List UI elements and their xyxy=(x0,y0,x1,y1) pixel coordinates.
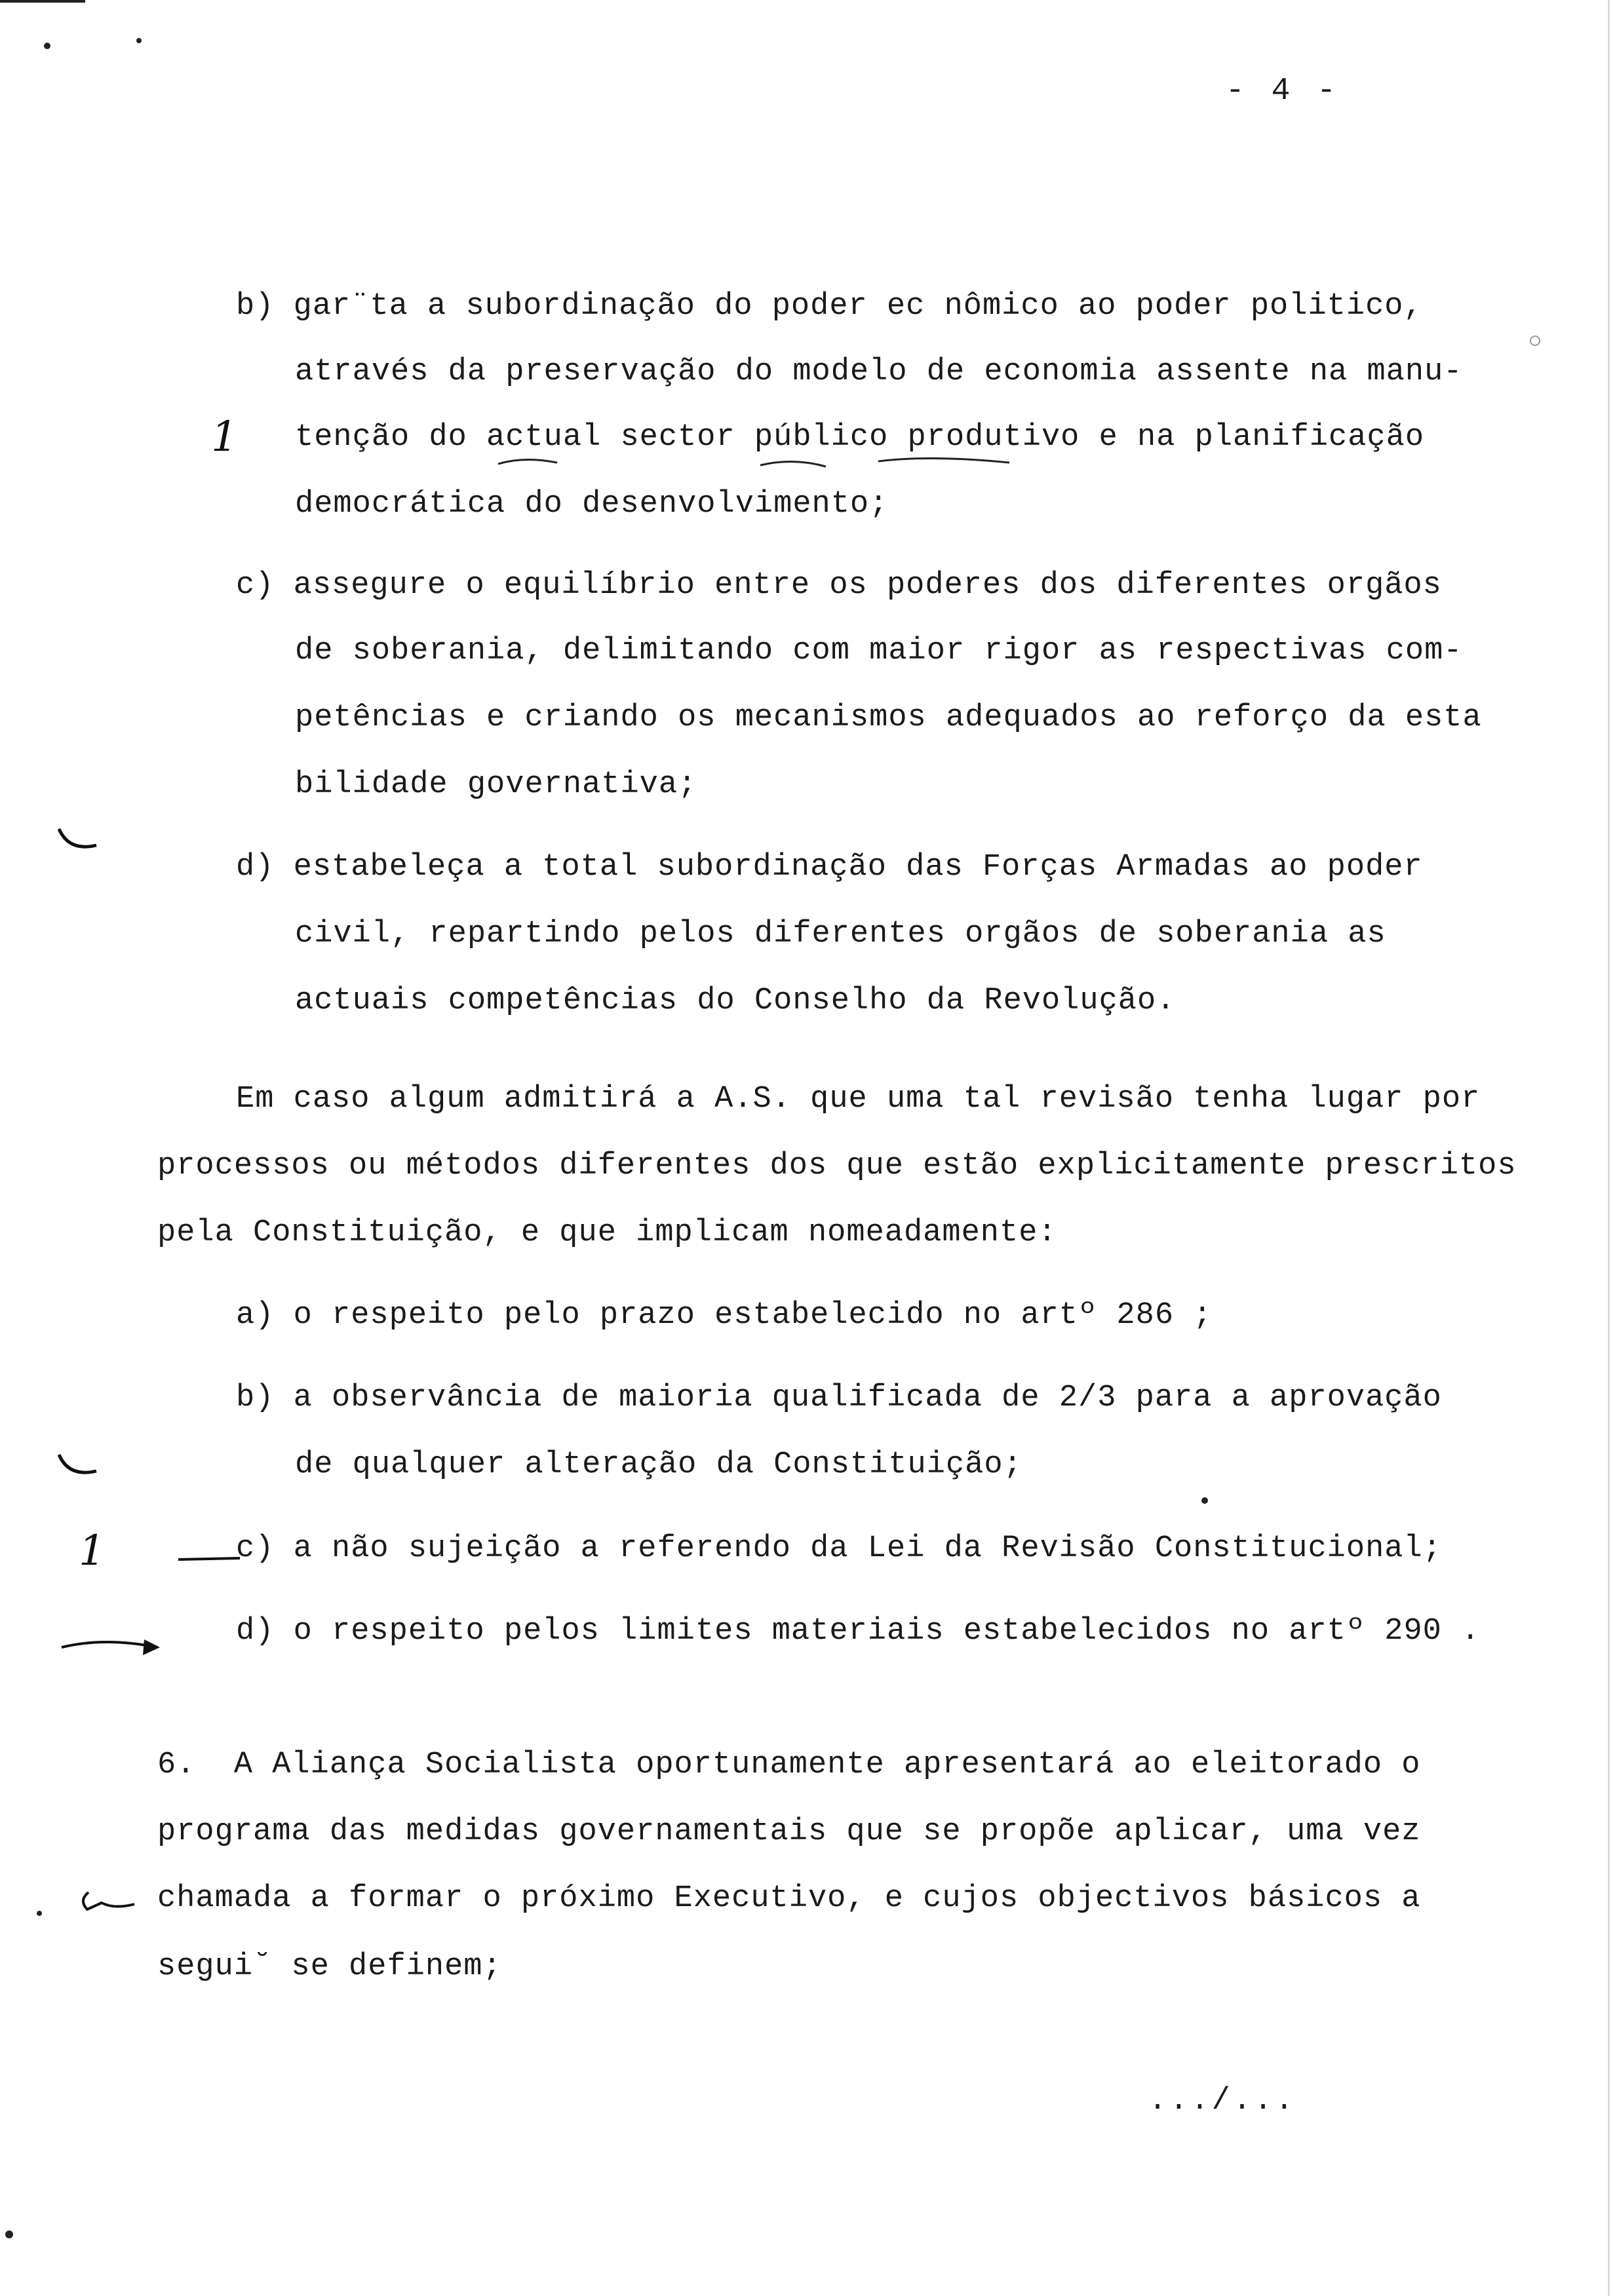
list-a-b-line-4: democrática do desenvolvimento; xyxy=(295,487,889,522)
list-a-b-line-1: b) gar¨ta a subordinação do poder ec nômico ao poder politico, xyxy=(236,289,1423,324)
page-number: - 4 - xyxy=(1226,73,1340,109)
list-b-c-line-1: c) a não sujeição a referendo da Lei da Revisão Constitucional; xyxy=(236,1531,1442,1566)
list-a-d-line-3: actuais competências do Conselho da Revolução. xyxy=(295,984,1176,1018)
margin-mark-2: 1 xyxy=(79,1527,106,1575)
continuation-mark: .../... xyxy=(1148,2084,1296,2118)
paragraph2-line-4: segui˘ se definem; xyxy=(157,1949,502,1984)
list-a-d-line-2: civil, repartindo pelos diferentes orgãos de soberania as xyxy=(295,917,1386,951)
margin-mark-1: 1 xyxy=(211,413,238,461)
paragraph2-line-3: chamada a formar o próximo Executivo, e cujos objectivos básicos a xyxy=(157,1881,1421,1916)
list-a-b-line-3: tenção do actual sector público produtivo e na planificação xyxy=(295,420,1425,455)
paragraph1-line-2: processos ou métodos diferentes dos que estão explicitamente prescritos xyxy=(157,1149,1517,1183)
paragraph1-line-3: pela Constituição, e que implicam nomeadamente: xyxy=(157,1215,1057,1250)
list-b-b-line-1: b) a observância de maioria qualificada de 2/3 para a aprovação xyxy=(236,1381,1442,1415)
list-a-c-line-1: c) assegure o equilíbrio entre os poderes dos diferentes orgãos xyxy=(236,568,1442,603)
paragraph1-line-1: Em caso algum admitirá a A.S. que uma tal revisão tenha lugar por xyxy=(236,1082,1481,1117)
list-b-b-line-2: de qualquer alteração da Constituição; xyxy=(295,1447,1022,1482)
paragraph2-line-2: programa das medidas governamentais que se propõe aplicar, uma vez xyxy=(157,1814,1421,1849)
list-a-b-line-2: através da preservação do modelo de economia assente na manu- xyxy=(295,354,1463,389)
list-b-d-line-1: d) o respeito pelos limites materiais estabelecidos no artº 290 . xyxy=(236,1614,1481,1649)
list-a-c-line-2: de soberania, delimitando com maior rigor as respectivas com- xyxy=(295,634,1463,668)
list-a-c-line-3: petências e criando os mecanismos adequados ao reforço da esta xyxy=(295,700,1482,735)
list-b-a-line-1: a) o respeito pelo prazo estabelecido no artº 286 ; xyxy=(236,1298,1213,1333)
list-a-d-line-1: d) estabeleça a total subordinação das Forças Armadas ao poder xyxy=(236,850,1423,885)
list-a-c-line-4: bilidade governativa; xyxy=(295,767,697,802)
paragraph2-line-1: 6. A Aliança Socialista oportunamente apresentará ao eleitorado o xyxy=(157,1748,1421,1782)
